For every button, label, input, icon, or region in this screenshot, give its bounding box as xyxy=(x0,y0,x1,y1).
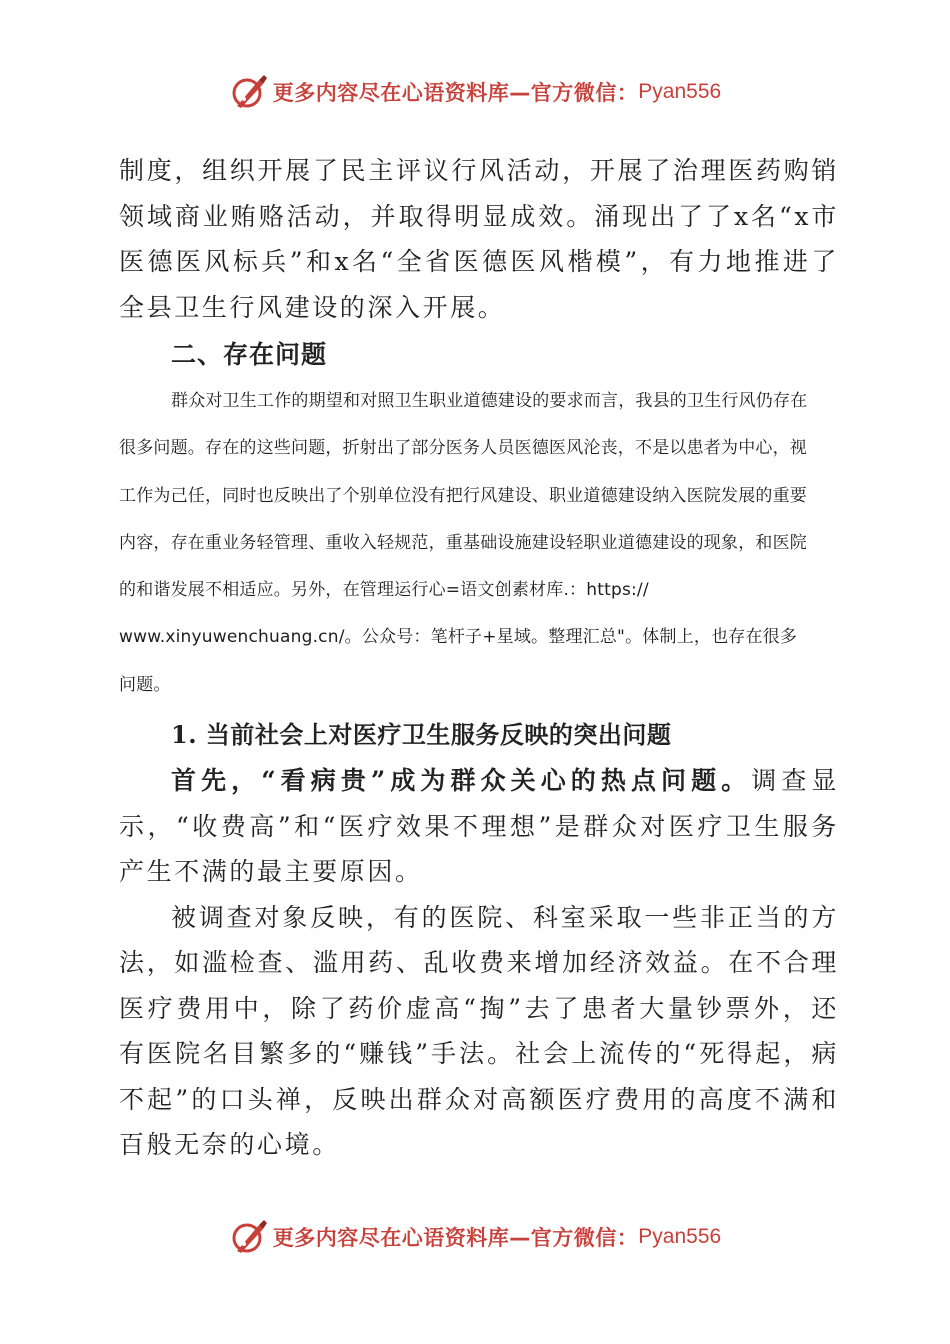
pen-logo-icon xyxy=(229,72,269,112)
problems-line: 的和谐发展不相适应。另外，在管理运行心=语文创素材库.：https:// xyxy=(119,580,649,601)
subsection-heading: 1. 当前社会上对医疗卫生服务反映的突出问题 xyxy=(171,720,672,750)
pen-logo-icon xyxy=(229,1217,269,1257)
problems-line: 群众对卫生工作的期望和对照卫生职业道德建设的要求而言，我县的卫生行风仍存在 xyxy=(171,391,808,411)
paragraph-cost-lead: 首先，“看病贵”成为群众关心的热点问题。 xyxy=(171,766,752,796)
problems-line: www.xinyuwenchuang.cn/。公众号：笔杆子+星域。整理汇总"。体制上，也存在很多 xyxy=(119,627,798,648)
watermark-text: 更多内容尽在心语资料库—官方微信： xyxy=(272,1226,639,1250)
header-watermark xyxy=(0,70,950,114)
document-body xyxy=(119,148,839,1168)
paragraph-intro: 制度，组织开展了民主评议行风活动，开展了治理医药购销领域商业贿赂活动，并取得明显成效。涌现出了了x名“x市医德医风标兵”和x名“全省医德医风楷模”，有力地推进了全县卫生行风建设的深入开展。 xyxy=(119,156,839,322)
watermark-text: 更多内容尽在心语资料库—官方微信： xyxy=(272,81,639,105)
paragraph-cost-body: 调查显示，“收费高”和“医疗效果不理想”是群众对医疗卫生服务产生不满的最主要原因。 xyxy=(119,766,839,887)
problems-line: 很多问题。存在的这些问题，折射出了部分医务人员医德医风沦丧，不是以患者为中心，视 xyxy=(119,438,807,459)
paragraph-survey: 被调查对象反映，有的医院、科室采取一些非正当的方法，如滥检查、滥用药、乱收费来增加经济效益。在不合理医疗费用中，除了药价虚高“掏”去了患者大量钞票外，还有医院名目繁多的“赚钱”手法。社会上流传的“死得起，病不起”的口头禅，反映出群众对高额医疗费用的高度不满和百般无奈的心境。 xyxy=(119,902,839,1160)
footer-watermark xyxy=(0,1215,950,1259)
problems-line: 工作为己任，同时也反映出了个别单位没有把行风建设、职业道德建设纳入医院发展的重要 xyxy=(119,485,807,506)
watermark-wechat-id: Pyan556 xyxy=(638,1225,722,1248)
problems-line: 内容，存在重业务轻管理、重收入轻规范，重基础设施建设轻职业道德建设的现象，和医院 xyxy=(119,532,807,553)
section-heading: 二、存在问题 xyxy=(171,340,328,369)
watermark-wechat-id: Pyan556 xyxy=(638,80,722,103)
paragraph-cost xyxy=(119,758,839,895)
problems-line: 问题。 xyxy=(119,674,171,695)
paragraph-problems xyxy=(119,379,839,708)
